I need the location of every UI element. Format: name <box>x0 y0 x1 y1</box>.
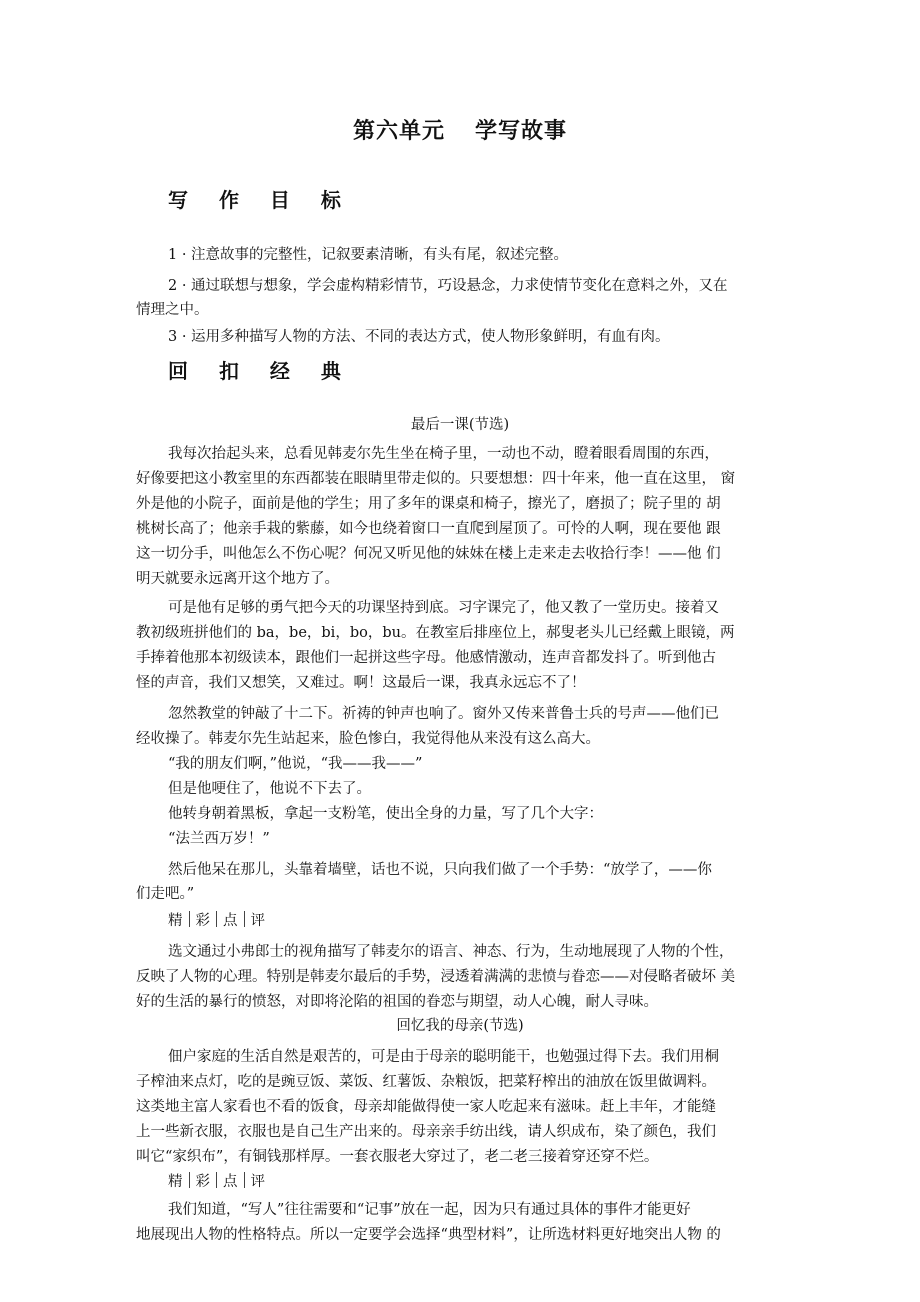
paragraph-line: “法兰西万岁！” <box>168 831 270 847</box>
paragraph-line: 明天就要永远离开这个地方了。 <box>136 571 339 587</box>
excerpt-title: 最后一课(节选) <box>410 417 510 433</box>
review-line: 反映了人物的心理。特别是韩麦尔最后的手势，浸透着满满的悲愤与眷恋——对侵略者破坏 美 <box>136 969 736 985</box>
paragraph-line: 可是他有足够的勇气把今天的功课坚持到底。习字课完了，他又教了一堂历史。接着又 <box>168 600 719 616</box>
goal-item: 3 · 运用多种描写人物的方法、不同的表达方式，使人物形象鲜明，有血有肉。 <box>168 329 670 345</box>
paragraph-line: 叫它“家织布”，有铜钱那样厚。一套衣服老大穿过了，老二老三接着穿还穿不烂。 <box>136 1149 659 1165</box>
paragraph-line: 桃树长高了；他亲手栽的紫藤，如今也绕着窗口一直爬到屋顶了。可怜的人啊，现在要他 跟 <box>136 521 721 537</box>
unit-title-number: 第六单元 <box>352 119 445 144</box>
paragraph-line: 上一些新衣服，衣服也是自己生产出来的。母亲亲手纺出线，请人织成布，染了颜色，我们 <box>136 1124 716 1140</box>
paragraph-line: 他转身朝着黑板，拿起一支粉笔，使出全身的力量，写了几个大字： <box>168 806 603 822</box>
review-line: 我们知道，“写人”往往需要和“记事”放在一起，因为只有通过具体的事件才能更好 <box>168 1202 691 1218</box>
section-heading-classics: 回 扣 经 典 <box>168 359 353 383</box>
paragraph-line: 手捧着他那本初级读本，跟他们一起拼这些字母。他感情激动，连声音都发抖了。听到他古 <box>136 650 716 666</box>
goal-item-continuation: 情理之中。 <box>136 302 209 318</box>
paragraph-line: 但是他哽住了，他说不下去了。 <box>168 781 371 797</box>
paragraph-line: “我的朋友们啊，”他说，“我——我——” <box>168 756 423 772</box>
paragraph-line: 然后他呆在那儿，头靠着墙壁，话也不说，只向我们做了一个手势：“放学了，——你 <box>168 862 712 878</box>
paragraph-line: 教初级班拼他们的 ba，be，bi，bo，bu。在教室后排座位上，郝叟老头儿已经戴上眼镜，两 <box>136 625 735 641</box>
review-label: 精 彩 点 评 <box>168 1174 269 1190</box>
paragraph-line: 佃户家庭的生活自然是艰苦的，可是由于母亲的聪明能干，也勉强过得下去。我们用桐 <box>168 1049 719 1065</box>
paragraph-line: 好像要把这小教室里的东西都装在眼睛里带走似的。只要想想：四十年来，他一直在这里， 窗 <box>136 471 736 487</box>
section-heading-goals: 写 作 目 标 <box>168 188 353 212</box>
paragraph-line: 我每次抬起头来，总看见韩麦尔先生坐在椅子里，一动也不动，瞪着眼看周围的东西， <box>168 446 719 462</box>
paragraph-line: 外是他的小院子，面前是他的学生；用了多年的课桌和椅子，擦光了，磨损了；院子里的 胡 <box>136 496 721 512</box>
review-line: 好的生活的暴行的愤怒，对即将沦陷的祖国的眷恋与期望，动人心魄，耐人寻味。 <box>136 994 658 1010</box>
review-label: 精 彩 点 评 <box>168 913 269 929</box>
goal-item: 2 · 通过联想与想象，学会虚构精彩情节，巧设悬念，力求使情节变化在意料之外，又在 <box>168 278 728 294</box>
paragraph-line: 们走吧。” <box>136 886 195 902</box>
paragraph-line: 忽然教堂的钟敲了十二下。祈祷的钟声也响了。窗外又传来普鲁士兵的号声——他们已 <box>168 706 719 722</box>
paragraph-line: 子榨油来点灯，吃的是豌豆饭、菜饭、红薯饭、杂粮饭，把菜籽榨出的油放在饭里做调料。 <box>136 1074 716 1090</box>
paragraph-line: 经收操了。韩麦尔先生站起来，脸色惨白，我觉得他从来没有这么高大。 <box>136 731 600 747</box>
goal-item: 1 · 注意故事的完整性，记叙要素清晰，有头有尾，叙述完整。 <box>168 247 569 263</box>
review-line: 选文通过小弗郎士的视角描写了韩麦尔的语言、神态、行为，生动地展现了人物的个性， <box>168 944 734 960</box>
unit-title-topic: 学写故事 <box>475 119 568 144</box>
excerpt-title: 回忆我的母亲(节选) <box>396 1018 524 1034</box>
unit-title <box>0 114 920 145</box>
review-line: 地展现出人物的性格特点。所以一定要学会选择“典型材料”，让所选材料更好地突出人物 的 <box>136 1227 721 1243</box>
paragraph-line: 怪的声音，我们又想笑，又难过。啊！这最后一课，我真永远忘不了！ <box>136 675 586 691</box>
paragraph-line: 这类地主富人家看也不看的饭食，母亲却能做得使一家人吃起来有滋味。赶上丰年，才能缝 <box>136 1099 716 1115</box>
paragraph-line: 这一切分手，叫他怎么不伤心呢？何况又听见他的妹妹在楼上走来走去收拾行李！——他 们 <box>136 546 721 562</box>
